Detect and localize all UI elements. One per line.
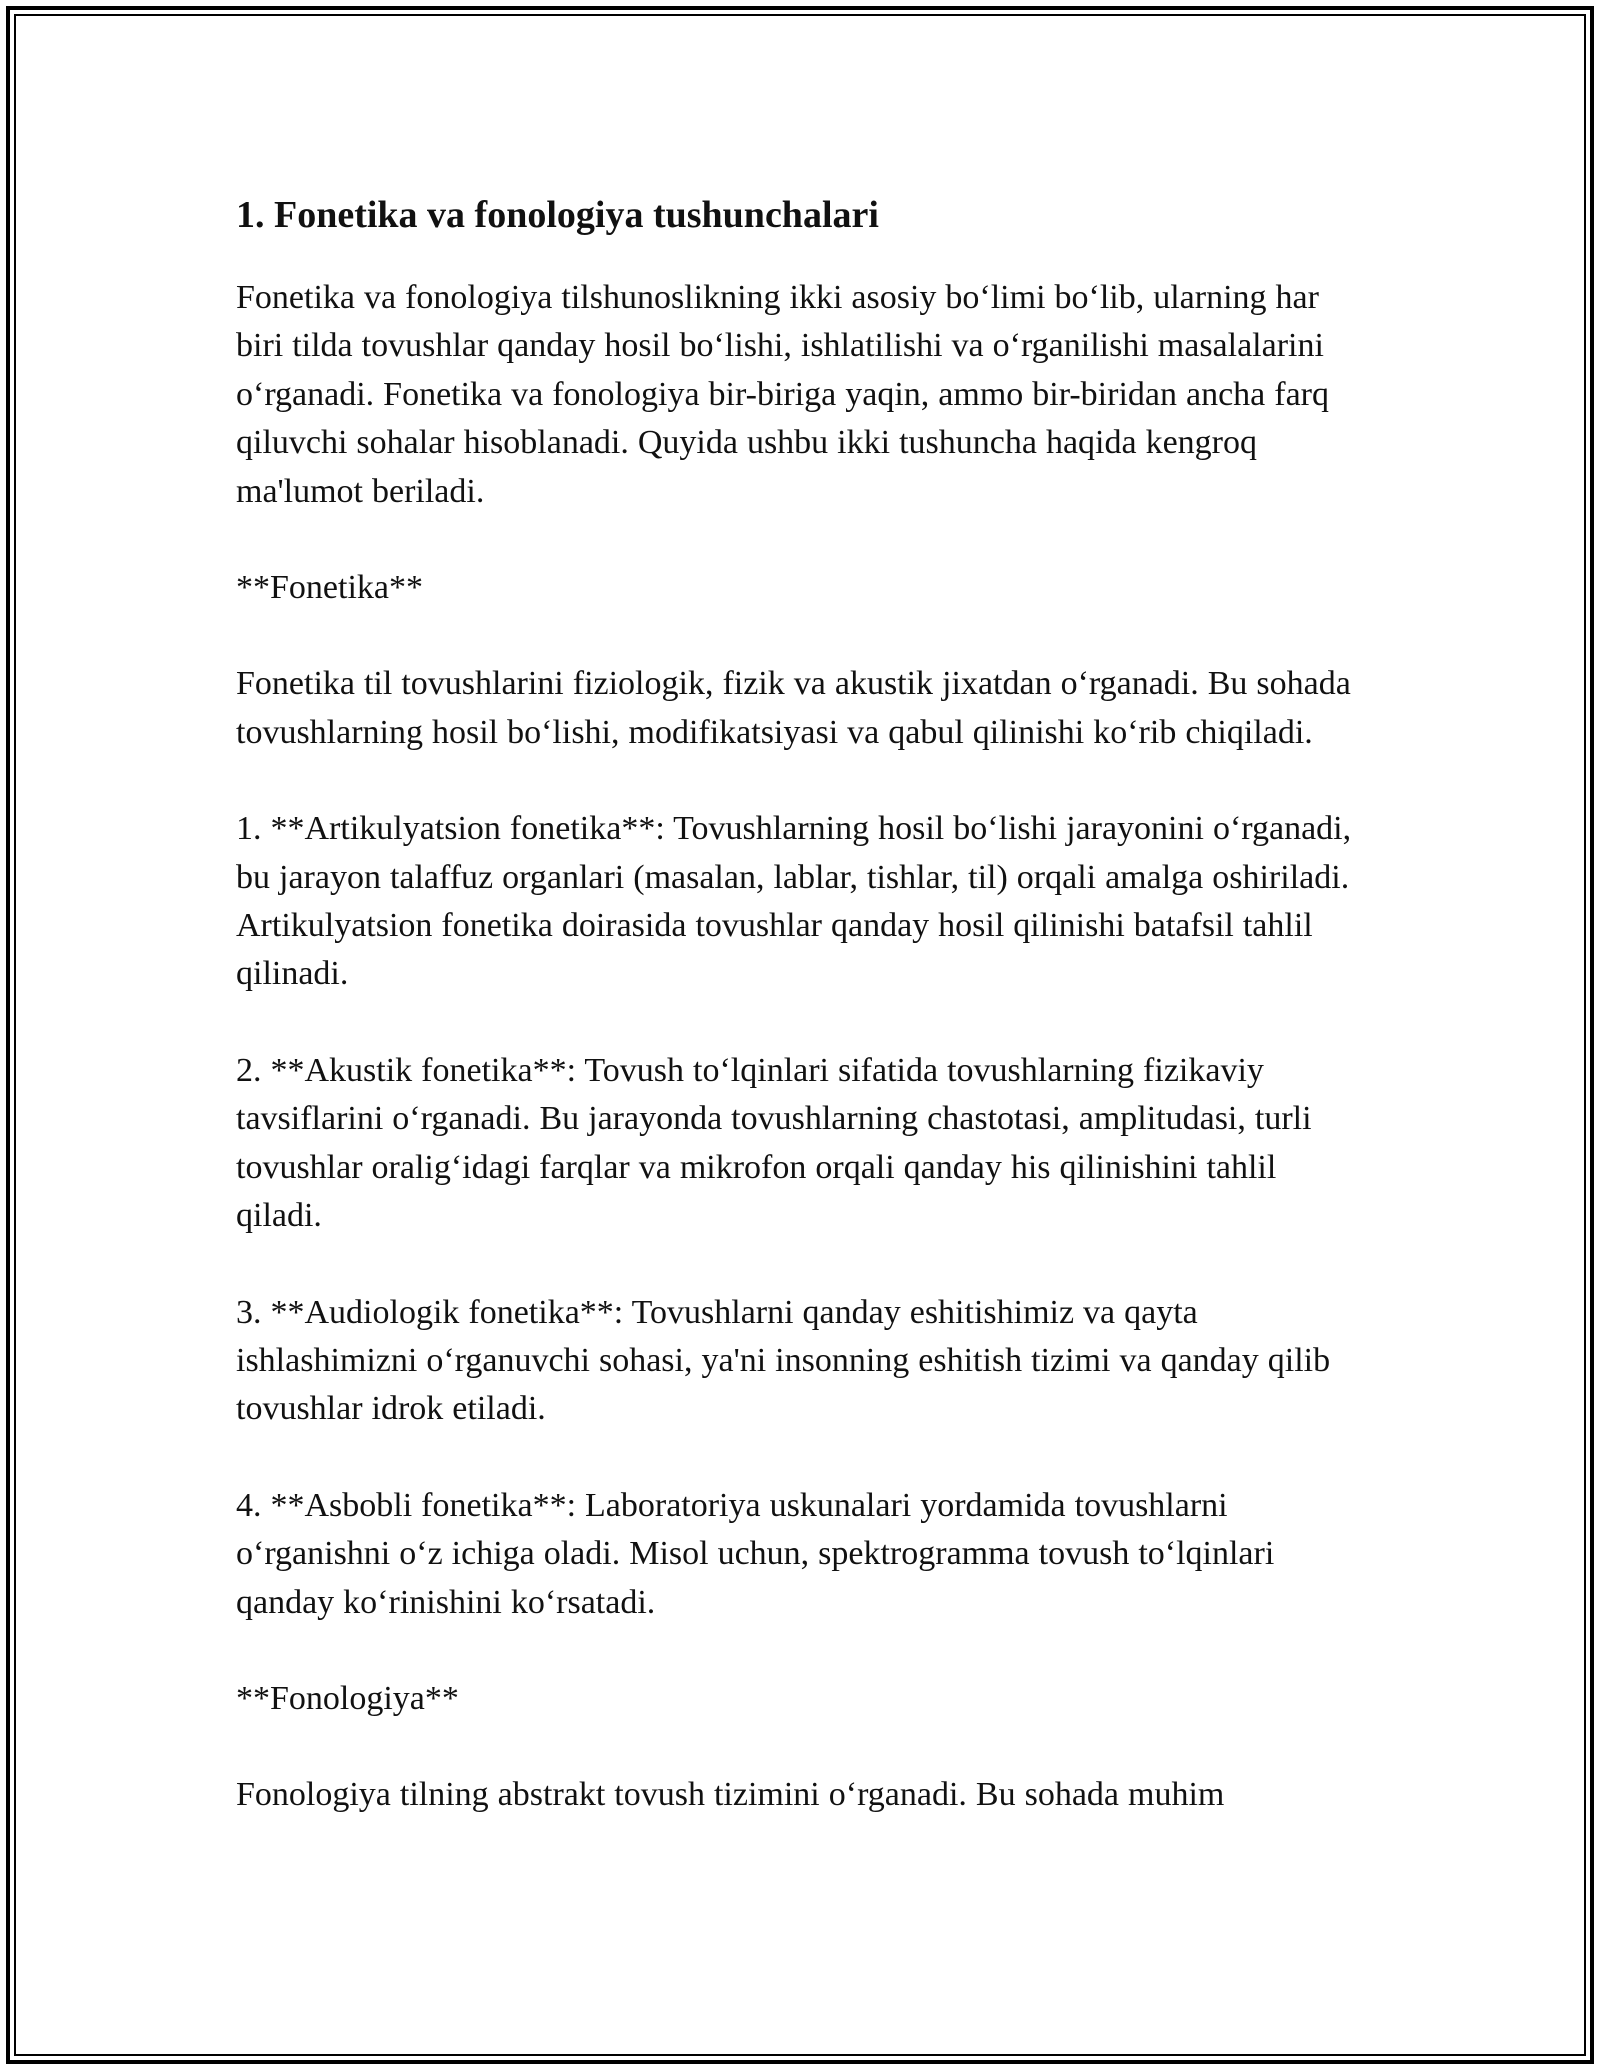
- section-title: 1. Fonetika va fonologiya tushunchalari: [236, 194, 879, 236]
- fonetika-heading: **Fonetika**: [236, 569, 423, 607]
- fonologiya-heading: **Fonologiya**: [236, 1679, 459, 1717]
- fonologiya-paragraph: Fonologiya tilning abstrakt tovush tizimini o‘rganadi. Bu sohada muhim: [236, 1776, 1225, 1814]
- list-item-akustik: 2. **Akustik fonetika**: Tovush to‘lqinlari sifatida tovushlarning fizikaviy tavsiflarini o‘rganadi. Bu jarayonda tovushlarning chastotasi, amplitudasi, turli tovushlar oralig‘idagi farqlar va mikrofon orqali qanday his qilinishini tahlil qiladi.: [236, 1051, 1312, 1235]
- list-item-audiologik: 3. **Audiologik fonetika**: Tovushlarni qanday eshitishimiz va qayta ishlashimizni o‘rganuvchi sohasi, ya'ni insonning eshitish tizimi va qanday qilib tovushlar idrok etiladi.: [236, 1293, 1331, 1428]
- document-body: [236, 186, 1366, 1868]
- list-item-artikulyatsion: 1. **Artikulyatsion fonetika**: Tovushlarning hosil bo‘lishi jarayonini o‘rganadi, bu jarayon talaffuz organlari (masalan, lablar, tishlar, til) orqali amalga oshiriladi. Artikulyatsion fonetika doirasida tovushlar qanday hosil qilinishi batafsil tahlil qilinadi.: [236, 810, 1352, 993]
- list-item-asbobli: 4. **Asbobli fonetika**: Laboratoriya uskunalari yordamida tovushlarni o‘rganishni o‘z ichiga oladi. Misol uchun, spektrogramma tovush to‘lqinlari qanday ko‘rinishini ko‘rsatadi.: [236, 1486, 1275, 1621]
- fonetika-paragraph: Fonetika til tovushlarini fiziologik, fizik va akustik jixatdan o‘rganadi. Bu sohada tovushlarning hosil bo‘lishi, modifikatsiyasi va qabul qilinishi ko‘rib chiqiladi.: [236, 665, 1351, 751]
- intro-paragraph: Fonetika va fonologiya tilshunoslikning ikki asosiy bo‘limi bo‘lib, ularning har biri tilda tovushlar qanday hosil bo‘lishi, ishlatilishi va o‘rganilishi masalalarini o‘rganadi. Fonetika va fonologiya bir-biriga yaqin, ammo bir-biridan ancha farq qiluvchi sohalar hisoblanadi. Quyida ushbu ikki tushuncha haqida kengroq ma'lumot beriladi.: [236, 279, 1329, 510]
